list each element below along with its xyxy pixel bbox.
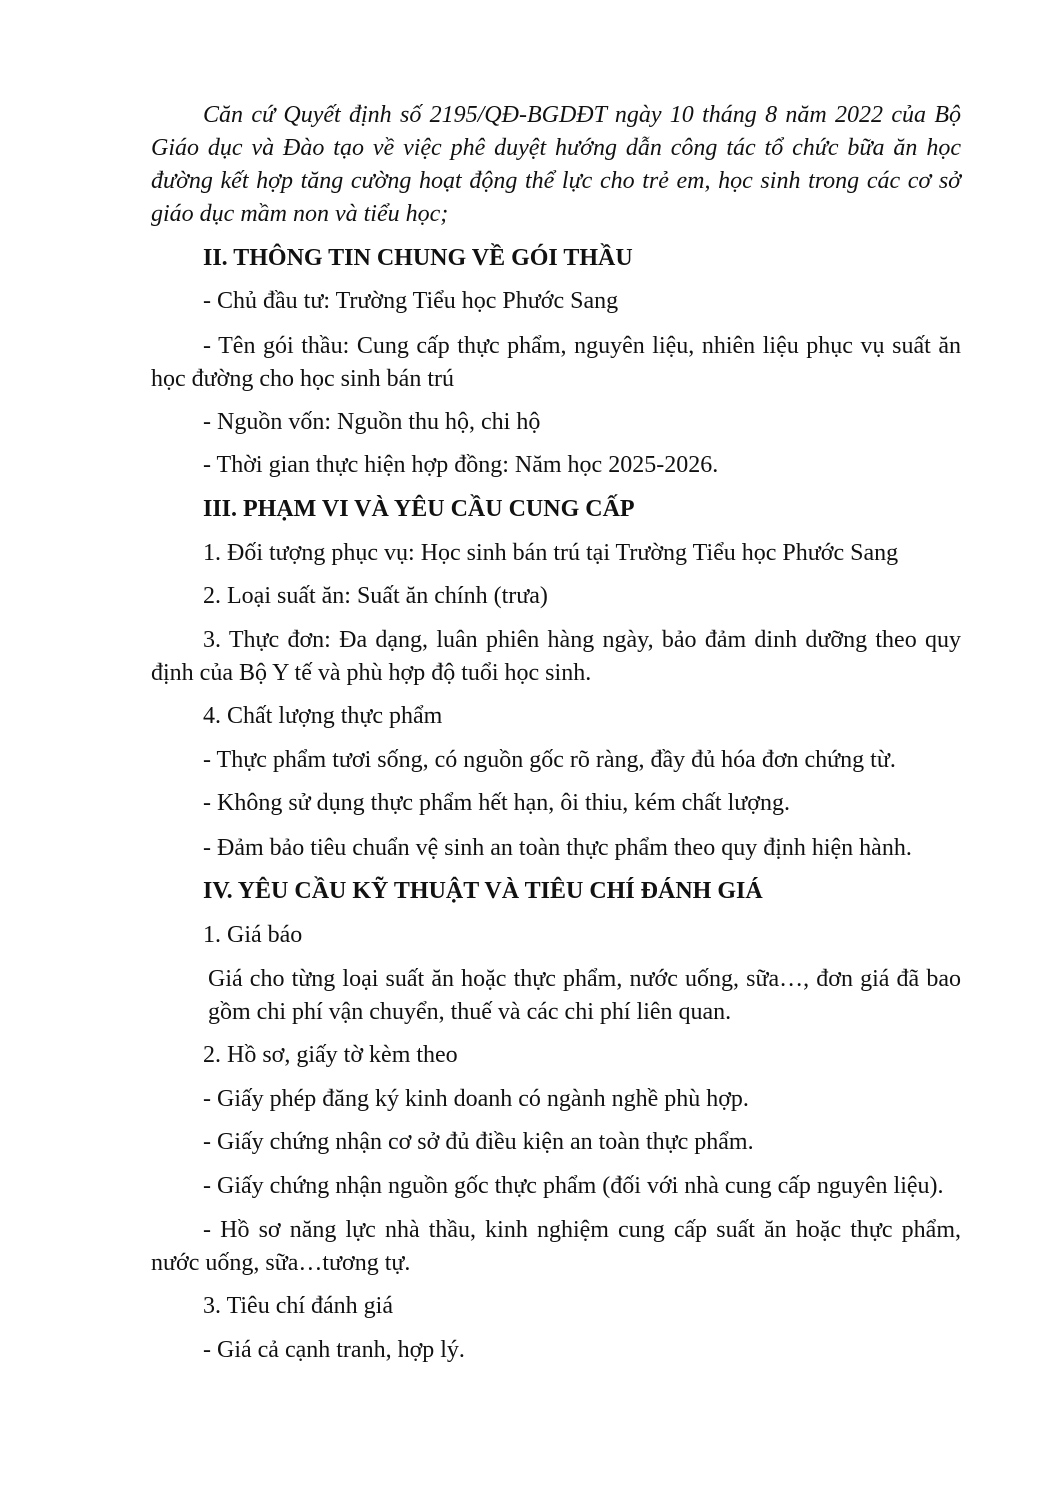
section-4-heading: IV. YÊU CẦU KỸ THUẬT VÀ TIÊU CHÍ ĐÁNH GIÁ xyxy=(203,878,763,904)
owner-line: - Chủ đầu tư: Trường Tiểu học Phước Sang xyxy=(203,288,619,314)
section-3-item-2: 2. Loại suất ăn: Suất ăn chính (trưa) xyxy=(203,583,548,609)
section-3-heading: III. PHẠM VI VÀ YÊU CẦU CUNG CẤP xyxy=(203,496,635,522)
section-4-item-1-text: Giá cho từng loại suất ăn hoặc thực phẩm, nước uống, sữa…, đơn giá đã bao gồm chi phí vận chuyển, thuế và các chi phí liên quan. xyxy=(208,966,961,1025)
section-4-item-2: 2. Hồ sơ, giấy tờ kèm theo xyxy=(203,1042,458,1068)
section-4-item-2-bullet-d: - Hồ sơ năng lực nhà thầu, kinh nghiệm cung cấp suất ăn hoặc thực phẩm, nước uống, sữa…tương tự. xyxy=(151,1217,961,1276)
section-3-item-4-bullet-c: - Đảm bảo tiêu chuẩn vệ sinh an toàn thực phẩm theo quy định hiện hành. xyxy=(203,835,912,861)
section-3-item-1: 1. Đối tượng phục vụ: Học sinh bán trú tại Trường Tiểu học Phước Sang xyxy=(203,540,899,566)
section-4-item-1: 1. Giá báo xyxy=(203,922,303,948)
section-3-item-4-bullet-b: - Không sử dụng thực phẩm hết hạn, ôi thiu, kém chất lượng. xyxy=(203,790,790,816)
section-3-item-4-bullet-a: - Thực phẩm tươi sống, có nguồn gốc rõ ràng, đầy đủ hóa đơn chứng từ. xyxy=(203,747,896,773)
section-3-item-4: 4. Chất lượng thực phẩm xyxy=(203,703,443,729)
section-4-item-2-bullet-c: - Giấy chứng nhận nguồn gốc thực phẩm (đối với nhà cung cấp nguyên liệu). xyxy=(203,1173,944,1199)
section-4-item-3-bullet-a: - Giá cả cạnh tranh, hợp lý. xyxy=(203,1337,465,1363)
intro-paragraph: Căn cứ Quyết định số 2195/QĐ-BGDĐT ngày 10 tháng 8 năm 2022 của Bộ Giáo dục và Đào tạo về việc phê duyệt hướng dẫn công tác tổ chức bữa ăn học đường kết hợp tăng cường hoạt động thể lực cho trẻ em, học sinh trong các cơ sở giáo dục mầm non và tiểu học; xyxy=(151,102,961,227)
section-4-item-3: 3. Tiêu chí đánh giá xyxy=(203,1293,393,1319)
package-name-paragraph: - Tên gói thầu: Cung cấp thực phẩm, nguyên liệu, nhiên liệu phục vụ suất ăn học đường cho học sinh bán trú xyxy=(151,333,961,392)
funding-line: - Nguồn vốn: Nguồn thu hộ, chi hộ xyxy=(203,409,541,435)
section-3-item-3: 3. Thực đơn: Đa dạng, luân phiên hàng ngày, bảo đảm dinh dưỡng theo quy định của Bộ Y tế và phù hợp độ tuổi học sinh. xyxy=(151,627,961,686)
section-4-item-2-bullet-b: - Giấy chứng nhận cơ sở đủ điều kiện an toàn thực phẩm. xyxy=(203,1129,754,1155)
section-4-item-2-bullet-a: - Giấy phép đăng ký kinh doanh có ngành nghề phù hợp. xyxy=(203,1086,749,1112)
section-2-heading: II. THÔNG TIN CHUNG VỀ GÓI THẦU xyxy=(203,245,633,271)
duration-line: - Thời gian thực hiện hợp đồng: Năm học 2025-2026. xyxy=(203,452,719,478)
